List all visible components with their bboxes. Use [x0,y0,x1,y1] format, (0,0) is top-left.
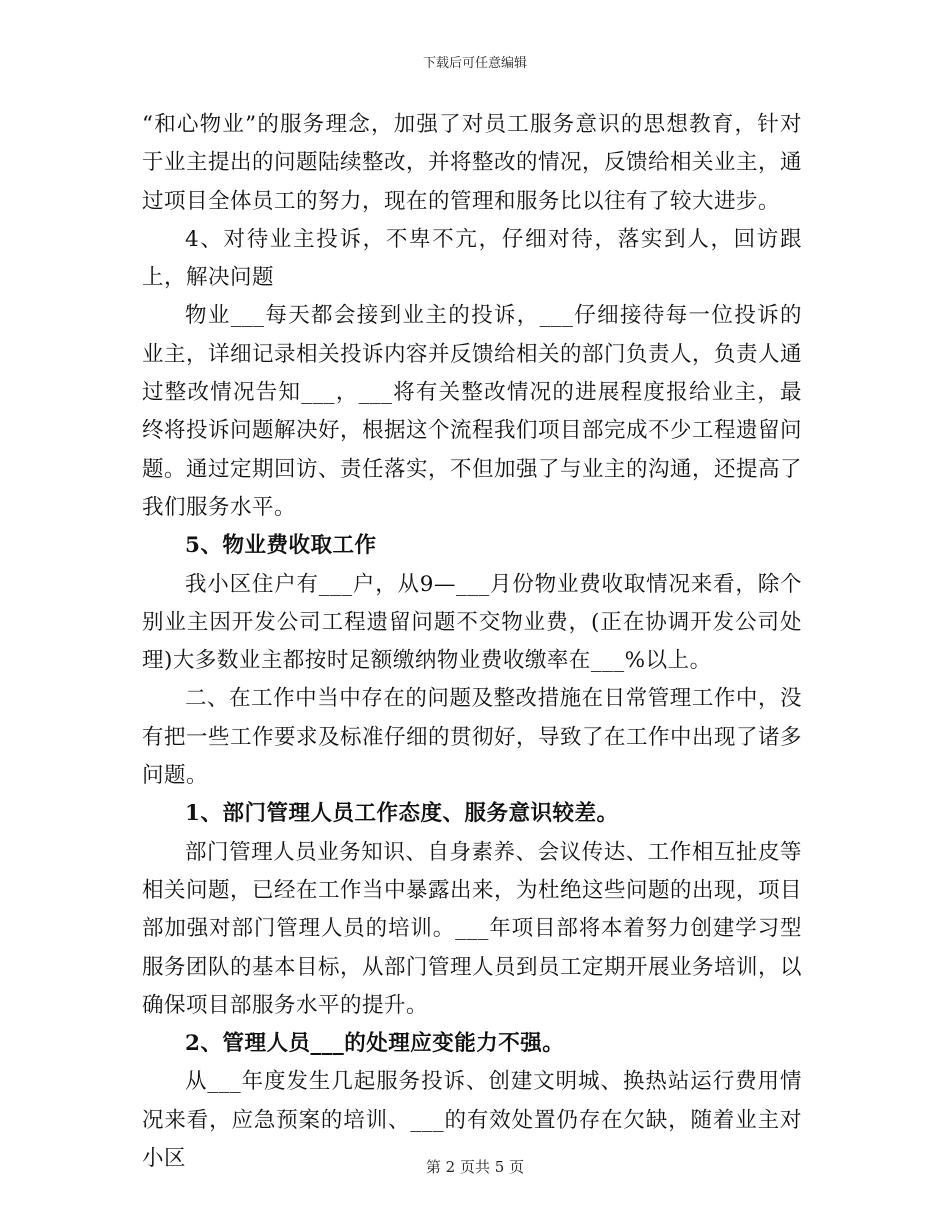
paragraph-staff-training: 部门管理人员业务知识、自身素养、会议传达、工作相互扯皮等相关问题，已经在工作当中暴露出来，为杜绝这些问题的出现，项目部加强对部门管理人员的培训。___年项目部将本着努力创建学习型服务团队的基本目标，从部门管理人员到员工定期开展业务培训，以确保项目部服务水平的提升。 [142,839,803,1018]
heading-emergency-response: 2、管理人员___的处理应变能力不强。 [185,1031,565,1057]
paragraph-complaint-process: 物业___每天都会接到业主的投诉，___仔细接待每一位投诉的业主，详细记录相关投诉内容并反馈给相关的部门负责人，负责人通过整改情况告知___，___将有关整改情况的进展程度报给业主，最终将投诉问题解决好，根据这个流程我们项目部完成不少工程遗留问题。通过定期回访、责任落实，不但加强了与业主的沟通，还提高了我们服务水平。 [142,303,803,520]
paragraph-fee-collection: 我小区住户有___户，从9—___月份物业费收取情况来看，除个别业主因开发公司工程遗留问题不交物业费，(正在协调开发公司处理)大多数业主都按时足额缴纳物业费收缴率在___%以上。 [142,571,802,674]
heading-complaint-handling: 4、对待业主投诉，不卑不亢，仔细对待，落实到人，回访跟上，解决问题 [142,226,802,291]
page-number-footer: 第 2 页共 5 页 [425,1158,525,1176]
heading-fee-collection: 5、物业费收取工作 [185,533,377,559]
heading-problems-and-measures: 二、在工作中当中存在的问题及整改措施在日常管理工作中，没有把一些工作要求及标准仔细的贯彻好，导致了在工作中出现了诸多问题。 [142,686,803,789]
document-body [142,106,802,1178]
paragraph-service-concept: “和心物业”的服务理念，加强了对员工服务意识的思想教育，针对于业主提出的问题陆续整改，并将整改的情况，反馈给相关业主，通过项目全体员工的努力，现在的管理和服务比以往有了较大进步。 [142,112,803,214]
paragraph-emergency-response: 从___年度发生几起服务投诉、创建文明城、换热站运行费用情况来看，应急预案的培训、___的有效处置仍存在欠缺，随着业主对小区 [142,1069,802,1172]
heading-staff-attitude: 1、部门管理人员工作态度、服务意识较差。 [185,801,619,827]
page-header: 下载后可任意编辑 [422,56,527,71]
